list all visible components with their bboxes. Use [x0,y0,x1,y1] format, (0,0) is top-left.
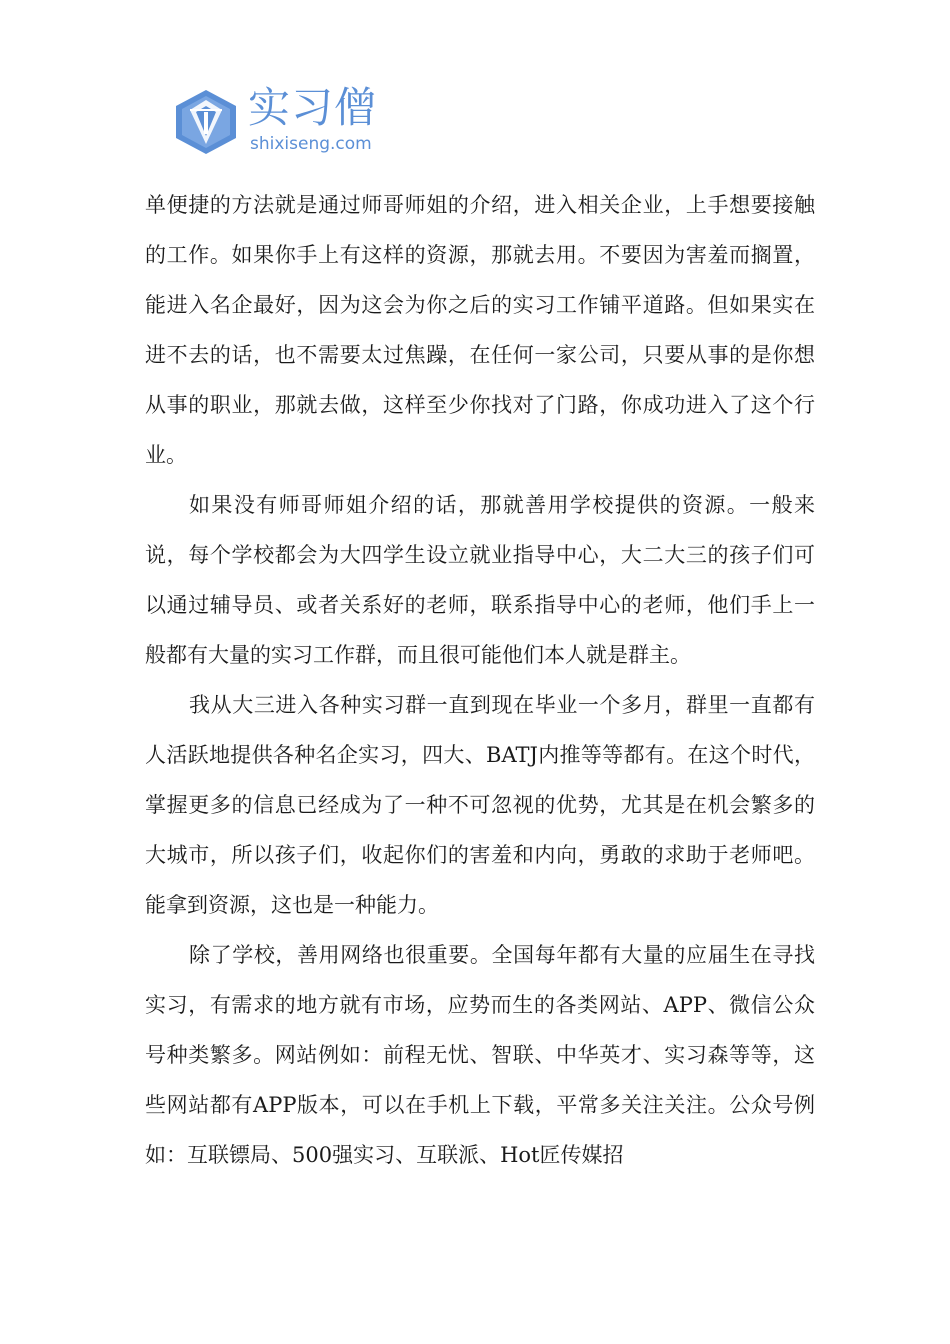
paragraph: 如果没有师哥师姐介绍的话，那就善用学校提供的资源。一般来说，每个学校都会为大四学生设立就业指导中心，大二大三的孩子们可以通过辅导员、或者关系好的老师，联系指导中心的老师，他们手上一般都有大量的实习工作群，而且很可能他们本人就是群主。 [145,493,815,667]
logo-title: 实习僧 [248,83,378,132]
paragraph: 除了学校，善用网络也很重要。全国每年都有大量的应届生在寻找实习，有需求的地方就有市场，应势而生的各类网站、APP、微信公众号种类繁多。网站例如：前程无忧、智联、中华英才、实习森等等，这些网站都有APP版本，可以在手机上下载，平常多关注关注。公众号例如：互联镖局、500强实习、互联派、Hot匠传媒招 [145,943,815,1167]
brand-logo [170,82,400,162]
gem-logo-icon [170,86,242,158]
paragraph: 我从大三进入各种实习群一直到现在毕业一个多月，群里一直都有人活跃地提供各种名企实习，四大、BATJ内推等等都有。在这个时代，掌握更多的信息已经成为了一种不可忽视的优势，尤其是在机会繁多的大城市，所以孩子们，收起你们的害羞和内向，勇敢的求助于老师吧。能拿到资源，这也是一种能力。 [145,693,815,917]
document-body [145,180,815,1180]
paragraph: 单便捷的方法就是通过师哥师姐的介绍，进入相关企业，上手想要接触的工作。如果你手上有这样的资源，那就去用。不要因为害羞而搁置，能进入名企最好，因为这会为你之后的实习工作铺平道路。但如果实在进不去的话，也不需要太过焦躁，在任何一家公司，只要从事的是你想从事的职业，那就去做，这样至少你找对了门路，你成功进入了这个行业。 [145,193,815,467]
logo-subtitle: shixiseng.com [250,134,372,154]
